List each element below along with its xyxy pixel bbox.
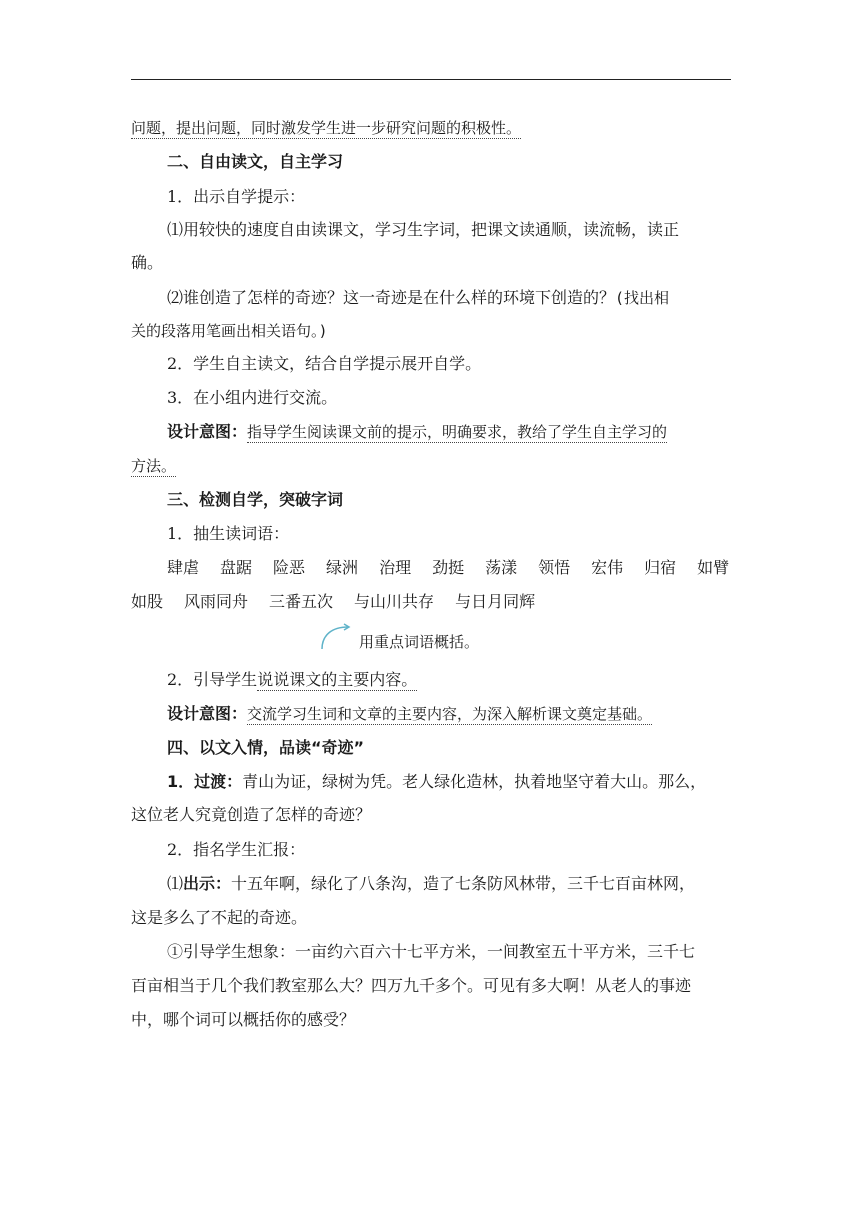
handwritten-note: 问题，提出问题，同时激发学生进一步研究问题的积极性。 [131, 119, 522, 137]
s4-item-1-line-a [167, 770, 706, 794]
design-intent-text-end: 方法。 [131, 457, 177, 475]
s2-sub-2-line-b: 关的段落用笔画出相关语句。) [131, 322, 328, 340]
s2-sub-2-text: ⑵谁创造了怎样的奇迹？这一奇迹是在什么样的环境下创造的？ [167, 288, 616, 307]
continuation-text [131, 116, 521, 140]
s3-item-2-prefix: 2．引导学生 [167, 670, 258, 689]
s3-item-1: 1．抽生读词语： [167, 524, 290, 543]
section-4-heading: 四、以文入情，品读“奇迹” [167, 738, 365, 757]
s2-design-intent-line-b [131, 454, 176, 478]
transition-text: 青山为证，绿树为凭。老人绿化造林，执着地坚守着大山。那么， [242, 772, 707, 791]
s4-circ-1-line-a: ①引导学生想象：一亩约六百六十七平方米，一间教室五十平方米，三千七 [167, 942, 696, 961]
s2-item-1: 1．出示自学提示： [167, 187, 306, 206]
s2-item-2: 2．学生自主读文，结合自学提示展开自学。 [167, 354, 482, 373]
s2-design-intent-line-a [167, 420, 667, 444]
design-intent-label: 设计意图： [167, 422, 248, 441]
s3-item-2-underlined: 说说课文的主要内容。 [257, 670, 418, 689]
show-label: 出示： [183, 874, 232, 893]
annotation-arrow-icon [316, 623, 356, 653]
s4-circ-1-line-b: 百亩相当于几个我们教室那么大？四万九千多个。可见有多大啊！从老人的事迹 [131, 976, 692, 995]
s4-sub-1-line-a [167, 872, 695, 896]
vocab-word: 荡漾 [485, 558, 518, 577]
design-intent-label: 设计意图： [167, 704, 248, 723]
vocab-row-2 [131, 590, 535, 614]
vocab-word: 如股 [131, 592, 164, 611]
sub-1-prefix: ⑴ [167, 874, 184, 893]
section-2-heading: 二、自由读文，自主学习 [167, 152, 344, 171]
vocab-word: 劲挺 [432, 558, 465, 577]
vocab-word: 险恶 [273, 558, 306, 577]
vocab-row-1 [167, 556, 729, 580]
margin-annotation: 用重点词语概括。 [359, 633, 480, 651]
s4-item-1-line-b: 这位老人究竟创造了怎样的奇迹？ [131, 805, 372, 824]
s2-item-3: 3．在小组内进行交流。 [167, 388, 338, 407]
vocab-word: 宏伟 [591, 558, 624, 577]
s2-sub-2-note-start: (找出相 [615, 289, 670, 307]
vocab-word: 绿洲 [326, 558, 359, 577]
s4-item-2: 2．指名学生汇报： [167, 840, 306, 859]
design-intent-text: 交流学习生词和文章的主要内容，为深入解析课文奠定基础。 [247, 705, 653, 723]
s4-circ-1-line-c: 中，哪个词可以概括你的感受？ [131, 1010, 356, 1029]
vocab-word: 领悟 [538, 558, 571, 577]
transition-label: 1．过渡： [167, 772, 243, 791]
vocab-word: 如臂 [697, 558, 730, 577]
vocab-word: 与山川共存 [354, 592, 435, 611]
section-3-heading: 三、检测自学，突破字词 [167, 490, 344, 509]
s4-sub-1-line-b: 这是多么了不起的奇迹。 [131, 908, 308, 927]
design-intent-text: 指导学生阅读课文前的提示，明确要求，教给了学生自主学习的 [247, 423, 668, 441]
s3-design-intent [167, 702, 652, 726]
header-rule [131, 79, 731, 80]
vocab-word: 与日月同辉 [455, 592, 536, 611]
s2-sub-2-line-a [167, 286, 669, 310]
vocab-word: 归宿 [644, 558, 677, 577]
s3-item-2 [167, 668, 417, 692]
vocab-word: 治理 [379, 558, 412, 577]
sub-1-text: 十五年啊，绿化了八条沟，造了七条防风林带，三千七百亩林网， [231, 874, 696, 893]
s2-sub-1-line-a: ⑴用较快的速度自由读课文，学习生字词，把课文读通顺，读流畅，读正 [167, 220, 680, 239]
vocab-word: 三番五次 [269, 592, 334, 611]
s2-sub-1-line-b: 确。 [131, 253, 164, 272]
vocab-word: 肆虐 [167, 558, 200, 577]
vocab-word: 盘踞 [220, 558, 253, 577]
vocab-word: 风雨同舟 [184, 592, 249, 611]
